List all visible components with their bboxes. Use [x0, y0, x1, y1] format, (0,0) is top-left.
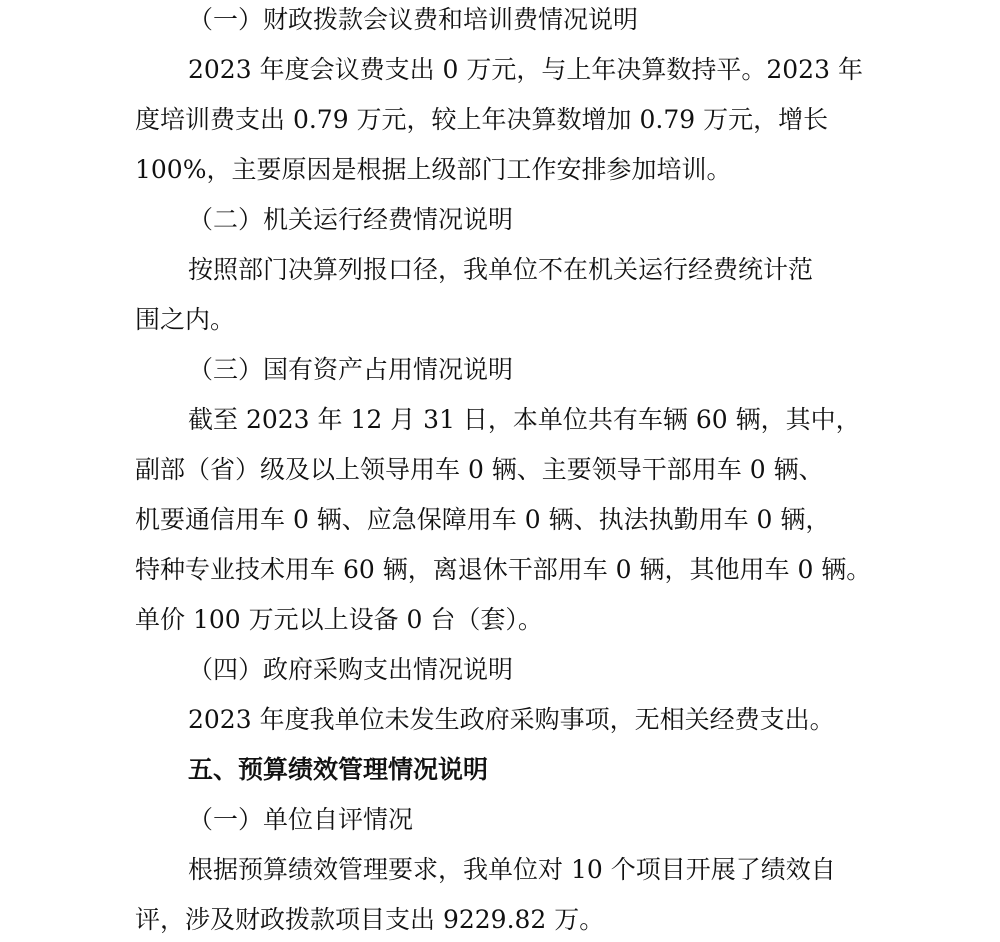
chapter-heading-performance-management: 五、预算绩效管理情况说明: [188, 755, 489, 784]
paragraph-line: 按照部门决算列报口径，我单位不在机关运行经费统计范: [188, 255, 814, 284]
paragraph-line: 2023 年度会议费支出 0 万元，与上年决算数持平。2023 年: [188, 55, 863, 84]
paragraph-line: 100%，主要原因是根据上级部门工作安排参加培训。: [135, 155, 732, 184]
paragraph-line: 根据预算绩效管理要求，我单位对 10 个项目开展了绩效自: [188, 855, 836, 884]
section-heading-operating-expenses: （二）机关运行经费情况说明: [188, 205, 514, 234]
section-heading-self-evaluation: （一）单位自评情况: [188, 805, 414, 834]
paragraph-line: 围之内。: [135, 305, 236, 334]
paragraph-line: 特种专业技术用车 60 辆，离退休干部用车 0 辆，其他用车 0 辆。: [135, 555, 872, 584]
section-heading-government-procurement: （四）政府采购支出情况说明: [188, 655, 514, 684]
paragraph-line: 2023 年度我单位未发生政府采购事项，无相关经费支出。: [188, 705, 835, 734]
paragraph-line: 截至 2023 年 12 月 31 日，本单位共有车辆 60 辆，其中，: [188, 405, 861, 434]
paragraph-line: 度培训费支出 0.79 万元，较上年决算数增加 0.79 万元，增长: [135, 105, 829, 134]
section-heading-meeting-training-fees: （一）财政拨款会议费和培训费情况说明: [188, 5, 639, 34]
paragraph-line: 单价 100 万元以上设备 0 台（套）。: [135, 605, 543, 634]
paragraph-line: 评，涉及财政拨款项目支出 9229.82 万。: [135, 905, 605, 934]
section-heading-state-assets: （三）国有资产占用情况说明: [188, 355, 514, 384]
paragraph-line: 副部（省）级及以上领导用车 0 辆、主要领导干部用车 0 辆、: [135, 455, 824, 484]
paragraph-line: 机要通信用车 0 辆、应急保障用车 0 辆、执法执勤用车 0 辆，: [135, 505, 831, 534]
